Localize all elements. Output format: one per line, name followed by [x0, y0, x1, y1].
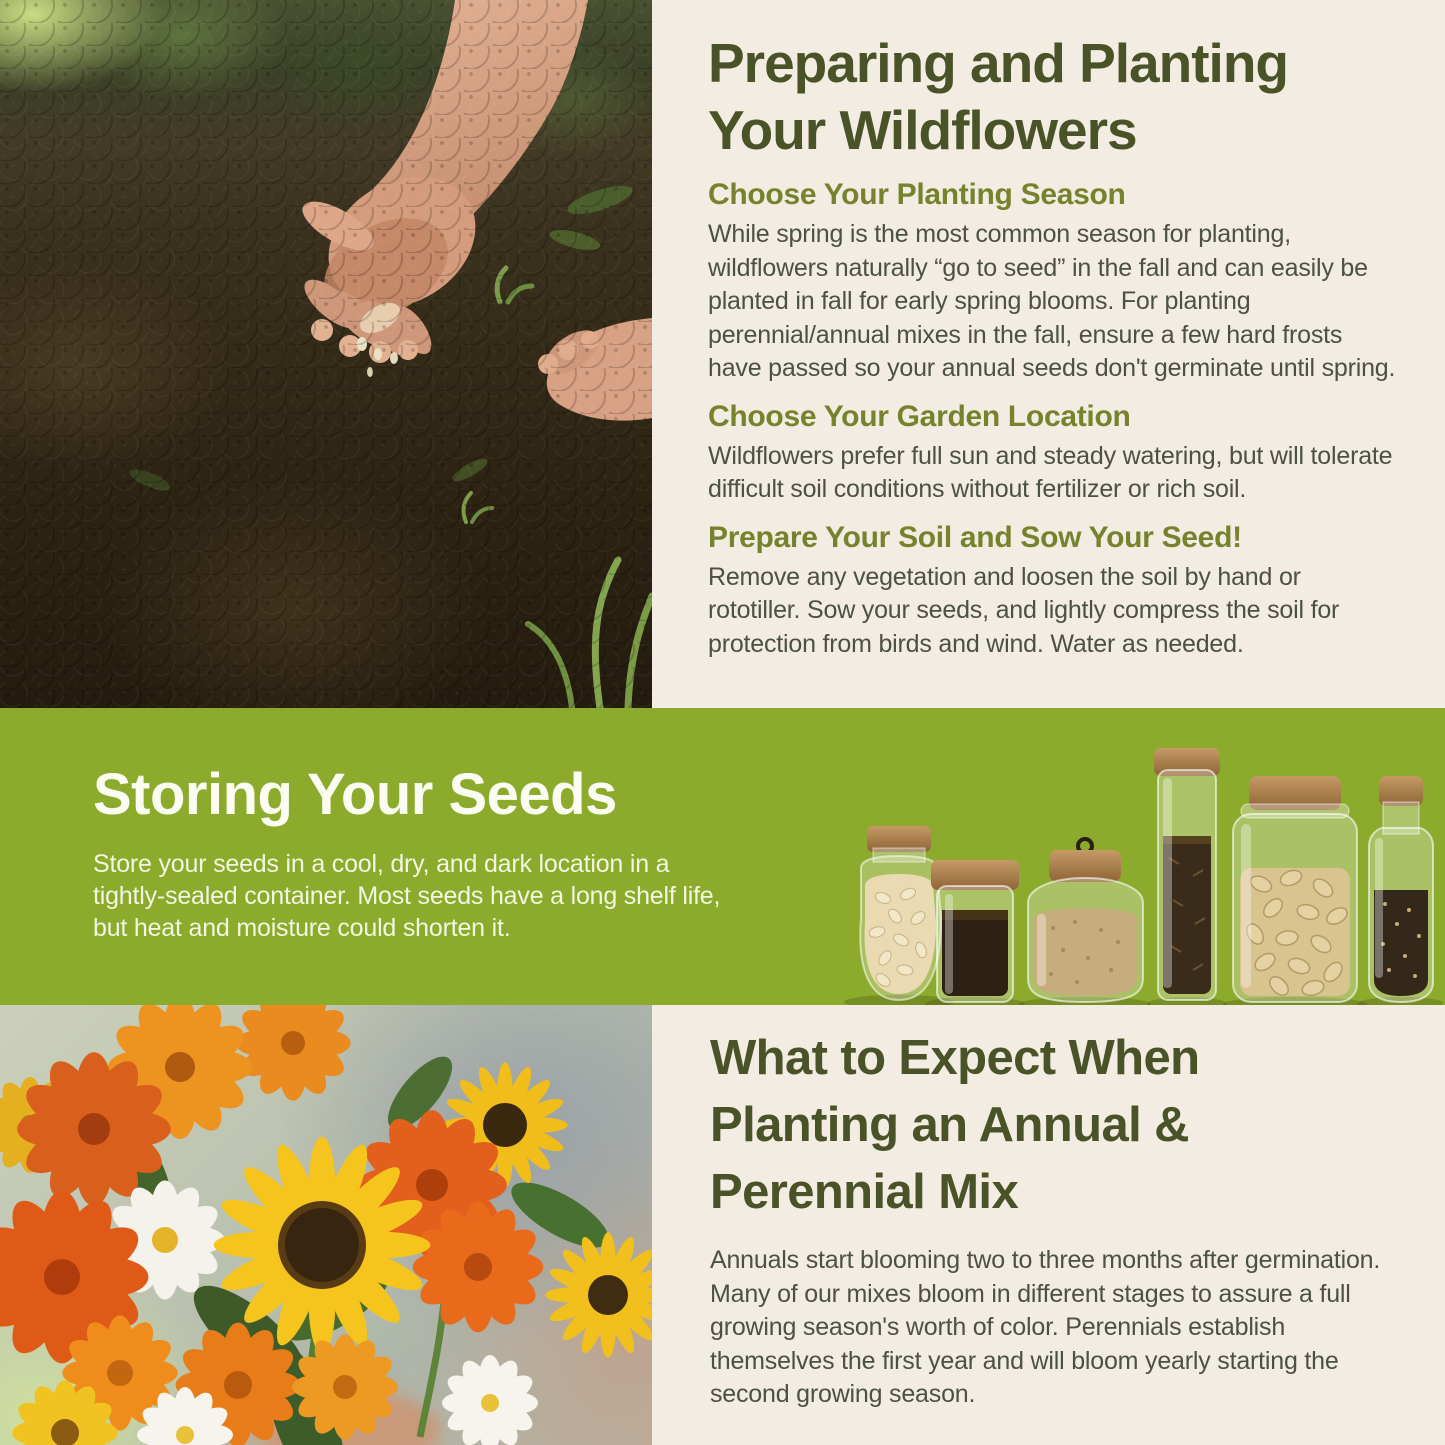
hand-sowing-illustration — [0, 0, 652, 708]
expect-heading: What to Expect When Planting an Annual & Perennial Mix — [710, 1031, 1200, 1219]
bouquet-photo — [0, 1005, 652, 1445]
garden-location-title: Choose Your Garden Location — [708, 399, 1131, 433]
seed-jars-illustration — [813, 718, 1443, 1008]
seed-jars-photo — [813, 718, 1443, 1005]
expect-section — [652, 1005, 1445, 1445]
storing-seeds-band — [0, 708, 1445, 1005]
storing-body: Store your seeds in a cool, dry, and dark location in a tightly-sealed container. Most seeds have a long shelf life, but heat and moisture could shorten it. — [93, 850, 721, 942]
expect-body: Annuals start blooming two to three months after germination. Many of our mixes bloom in different stages to assure a full growing season's worth of color. Perennials establish themselves the first year and will bloom yearly starting the second growing season. — [710, 1246, 1381, 1408]
preparing-heading: Preparing and Planting Your Wildflowers — [708, 32, 1289, 161]
planting-season-subsection — [708, 178, 1397, 386]
storing-heading: Storing Your Seeds — [93, 762, 617, 827]
planting-season-title: Choose Your Planting Season — [708, 178, 1126, 211]
prepare-soil-title: Prepare Your Soil and Sow Your Seed! — [708, 520, 1242, 554]
preparing-section — [652, 0, 1445, 708]
bouquet-illustration — [0, 1005, 652, 1445]
planting-season-body: While spring is the most common season for planting, wildflowers naturally “go to seed” in the fall and can easily be planted in fall for early spring blooms. For planting perennial/annual mixes in the fall, ensure a few hard frosts have passed so your annual seeds don't germinate until spring. — [708, 220, 1396, 382]
garden-location-subsection — [708, 400, 1397, 507]
garden-location-body: Wildflowers prefer full sun and steady watering, but will tolerate difficult soil conditions without fertilizer or rich soil. — [708, 441, 1393, 503]
prepare-soil-body: Remove any vegetation and loosen the soil by hand or rototiller. Sow your seeds, and lightly compress the soil for protection from birds and wind. Water as needed. — [708, 562, 1340, 658]
storing-text-block — [93, 708, 763, 944]
soil-sowing-photo — [0, 0, 652, 708]
prepare-soil-subsection — [708, 521, 1397, 662]
